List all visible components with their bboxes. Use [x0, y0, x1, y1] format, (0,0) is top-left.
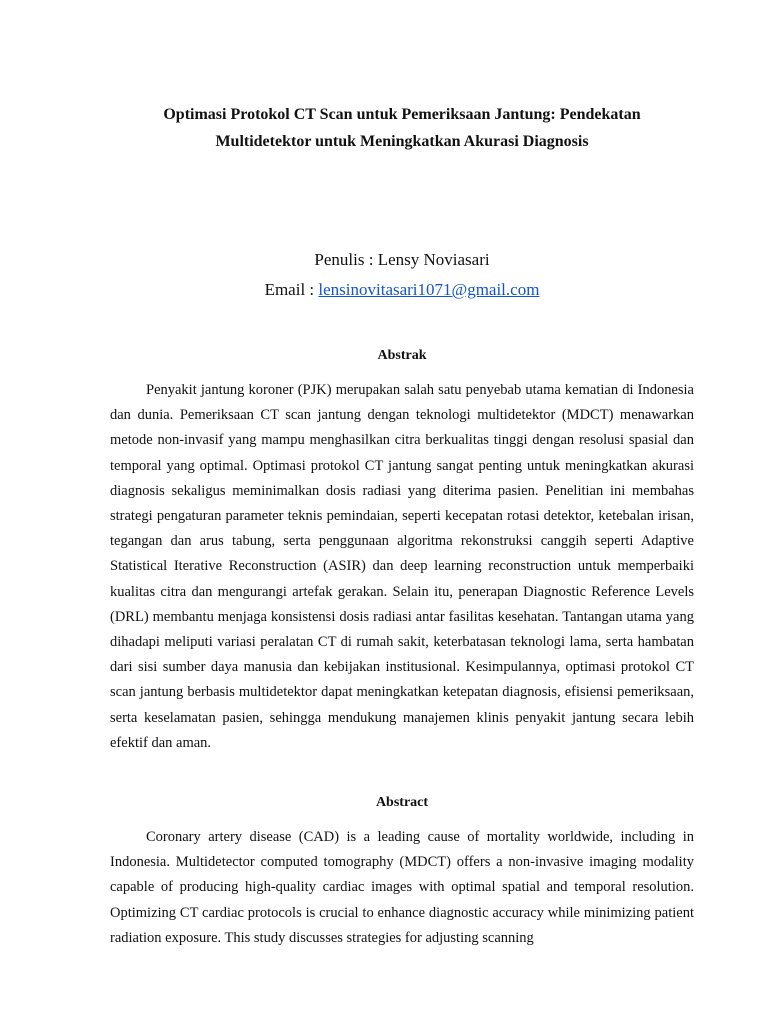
paper-title: [110, 101, 694, 155]
email-line: [110, 279, 694, 301]
abstract-body: Coronary artery disease (CAD) is a leading cause of mortality worldwide, including in Indonesia. Multidetector computed tomography (MDCT) offers a non-invasive imaging modality capable of producing high-quality cardiac images with optimal spatial and temporal resolution. Optimizing CT cardiac protocols is crucial to enhance diagnostic accuracy while minimizing patient radiation exposure. This study discusses strategies for adjusting scanning: [110, 829, 694, 946]
email-link[interactable]: lensinovitasari1071@gmail.com: [318, 280, 540, 299]
author-line: Penulis : Lensy Noviasari: [314, 250, 490, 269]
abstract-heading: Abstract: [375, 795, 429, 810]
email-label: Email :: [264, 280, 319, 299]
abstrak-body: Penyakit jantung koroner (PJK) merupakan salah satu penyebab utama kematian di Indonesia dan dunia. Pemeriksaan CT scan jantung dengan teknologi multidetektor (MDCT) menawarkan metode non-invasif yang mampu menghasilkan citra berkualitas tinggi dengan resolusi spasial dan temporal yang optimal. Optimasi protokol CT jantung sangat penting untuk meningkatkan akurasi diagnosis sekaligus meminimalkan dosis radiasi yang diterima pasien. Penelitian ini membahas strategi pengaturan parameter teknis pemindaian, seperti kecepatan rotasi detektor, ketebalan irisan, tegangan dan arus tabung, serta penggunaan algoritma rekonstruksi canggih seperti Adaptive Statistical Iterative Reconstruction (ASIR) dan deep learning reconstruction untuk memperbaiki kualitas citra dan mengurangi artefak gerakan. Selain itu, penerapan Diagnostic Reference Levels (DRL) membantu menjaga konsistensi dosis radiasi antar fasilitas kesehatan. Tantangan utama yang dihadapi meliputi variasi peralatan CT di rumah sakit, keterbatasan teknologi lama, serta hambatan dari sisi sumber daya manusia dan kebijakan institusional. Kesimpulannya, optimasi protokol CT scan jantung berbasis multidetektor dapat meningkatkan ketepatan diagnosis, efisiensi pemeriksaan, serta keselamatan pasien, sehingga mendukung manajemen klinis penyakit jantung secara lebih efektif dan aman.: [110, 382, 694, 751]
paper-title-line-1: Optimasi Protokol CT Scan untuk Pemeriksaan Jantung: Pendekatan: [163, 106, 641, 123]
abstrak-heading: Abstrak: [377, 348, 427, 363]
paper-title-line-2: Multidetektor untuk Meningkatkan Akurasi Diagnosis: [215, 133, 589, 150]
